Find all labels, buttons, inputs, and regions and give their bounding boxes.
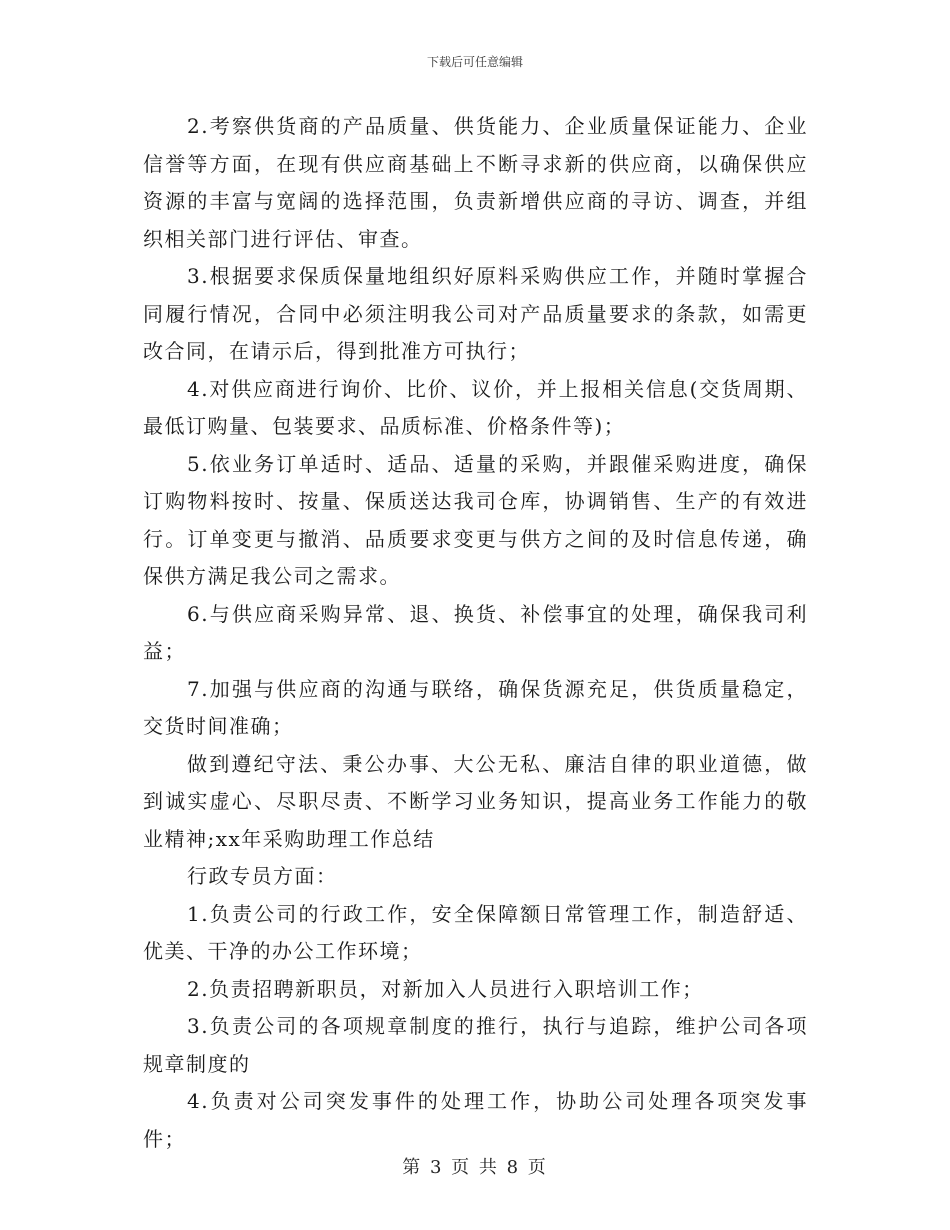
- paragraph: 4.负责对公司突发事件的处理工作，协助公司处理各项突发事件；: [143, 1089, 808, 1151]
- paragraph: 2.考察供货商的产品质量、供货能力、企业质量保证能力、企业信誉等方面，在现有供应商基础上不断寻求新的供应商，以确保供应资源的丰富与宽阔的选择范围，负责新增供应商的寻访、调查，并组织相关部门进行评估、审查。: [143, 114, 808, 251]
- paragraph: 2.负责招聘新职员，对新加入人员进行入职培训工作；: [187, 976, 704, 1001]
- paragraph: 4.对供应商进行询价、比价、议价，并上报相关信息(交货周期、最低订购量、包装要求、品质标准、价格条件等)；: [143, 376, 808, 438]
- paragraph: 3.根据要求保质保量地组织好原料采购供应工作，并随时掌握合同履行情况，合同中必须注明我公司对产品质量要求的条款，如需更改合同，在请示后，得到批准方可执行；: [143, 264, 808, 363]
- paragraph: 5.依业务订单适时、适品、适量的采购，并跟催采购进度，确保订购物料按时、按量、保质送达我司仓库，协调销售、生产的有效进行。订单变更与撤消、品质要求变更与供方之间的及时信息传递，确保供方满足我公司之需求。: [143, 451, 808, 588]
- paragraph: 3.负责公司的各项规章制度的推行，执行与追踪，维护公司各项规章制度的: [143, 1014, 808, 1076]
- section-heading: 行政专员方面：: [187, 864, 338, 888]
- paragraph: 做到遵纪守法、秉公办事、大公无私、廉洁自律的职业道德，做到诚实虚心、尽职尽责、不断学习业务知识，提高业务工作能力的敬业精神;xx年采购助理工作总结: [143, 751, 808, 851]
- paragraph: 6.与供应商采购异常、退、换货、补偿事宜的处理，确保我司利益；: [143, 601, 808, 663]
- document-body: [143, 108, 808, 1158]
- paragraph: 7.加强与供应商的沟通与联络，确保货源充足，供货质量稳定，交货时间准确；: [143, 676, 808, 738]
- paragraph: 1.负责公司的行政工作，安全保障额日常管理工作，制造舒适、优美、干净的办公工作环境；: [143, 901, 808, 963]
- page-header-note: 下载后可任意编辑: [426, 55, 523, 69]
- page-number: 第 3 页 共 8 页: [402, 1157, 548, 1178]
